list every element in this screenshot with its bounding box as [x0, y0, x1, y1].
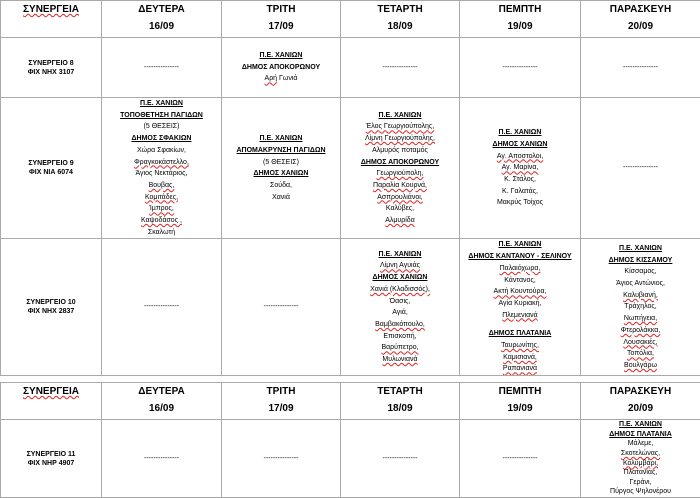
- header-day-thu: ΠΕΜΠΤΗ 19/09: [460, 1, 581, 38]
- team-8-thu: ---------------: [460, 38, 581, 98]
- header-day-fri-bottom: ΠΑΡΑΣΚΕΥΗ 20/09: [581, 383, 700, 420]
- team-10-cell: ΣΥΝΕΡΓΕΙΟ 10 ΦΙΧ ΝΗΧ 2837: [1, 239, 102, 376]
- header-day-mon: ΔΕΥΤΕΡΑ 16/09: [102, 1, 222, 38]
- team-9-cell: ΣΥΝΕΡΓΕΙΟ 9 ΦΙΧ ΝΙΑ 6074: [1, 98, 102, 239]
- team-9-fri: ---------------: [581, 98, 700, 239]
- team-10-mon: ---------------: [102, 239, 222, 376]
- team-11-mon: ---------------: [102, 420, 222, 498]
- team-9-thu: Π.Ε. ΧΑΝΙΩΝ ΔΗΜΟΣ ΧΑΝΙΩΝ Αγ. Αποστολοι, Αγ. Μαρίνα, Κ. Στάλος, Κ. Γαλατάς, Μακρύς Τοίχος: [460, 98, 581, 239]
- team-11-tue: ---------------: [222, 420, 341, 498]
- header-row-top: [1, 1, 700, 38]
- header-team-col-bottom: ΣΥΝΕΡΓΕΙΑ: [1, 383, 102, 420]
- team-9-row: [1, 98, 700, 239]
- team-8-mon: ---------------: [102, 38, 222, 98]
- section-separator: [1, 376, 700, 383]
- header-day-tue: ΤΡΙΤΗ 17/09: [222, 1, 341, 38]
- team-8-wed: ---------------: [341, 38, 460, 98]
- team-11-thu: ---------------: [460, 420, 581, 498]
- header-day-tue-bottom: ΤΡΙΤΗ 17/09: [222, 383, 341, 420]
- team-10-thu: Π.Ε. ΧΑΝΙΩΝ ΔΗΜΟΣ ΚΑΝΤΑΝΟΥ - ΣΕΛΙΝΟΥ Παλαιόχωρα, Κάντανος, Ακτή Κουντούρα, Αγία Κυριακή, Πλεμενιανά ΔΗΜΟΣ ΠΛΑΤΑΝΙΑ Ταυρωνίτης, Καμισιανά, Ραπανιανά: [460, 239, 581, 376]
- team-9-mon: Π.Ε. ΧΑΝΙΩΝ ΤΟΠΟΘΕΤΗΣΗ ΠΑΓΙΔΩΝ (5 ΘΕΣΕΙΣ) ΔΗΜΟΣ ΣΦΑΚΙΩΝ Χώρα Σφακίων, Φραγκοκάστελλο, Άγιος Νεκτάριος, Βουβας, Κομιτάδες, Ίμπρος, Καψοδάσος , Σκαλωτή: [102, 98, 222, 239]
- header-day-mon-bottom: ΔΕΥΤΕΡΑ 16/09: [102, 383, 222, 420]
- team-10-tue: ---------------: [222, 239, 341, 376]
- team-8-cell: ΣΥΝΕΡΓΕΙΟ 8 ΦΙΧ ΝΗΧ 3107: [1, 38, 102, 98]
- header-team-col: ΣΥΝΕΡΓΕΙΑ: [1, 1, 102, 38]
- team-9-wed: Π.Ε. ΧΑΝΙΩΝ Έλος Γεωργιούπολης, Λίμνη Γεωργιούπολης, Αλμυρός ποταμός ΔΗΜΟΣ ΑΠΟΚΟΡΩΝΟΥ Γεωργιούπολη, Παραλία Κουρνά, Ασπρουλιάνοι, Καλύβες, Αλμυρίδα: [341, 98, 460, 239]
- team-8-row: [1, 38, 700, 98]
- header-day-fri: ΠΑΡΑΣΚΕΥΗ 20/09: [581, 1, 700, 38]
- team-10-row: [1, 239, 700, 376]
- team-11-cell: ΣΥΝΕΡΓΕΙΟ 11 ΦΙΧ ΝΗΡ 4907: [1, 420, 102, 498]
- team-10-fri: Π.Ε. ΧΑΝΙΩΝ ΔΗΜΟΣ ΚΙΣΣΑΜΟΥ Κίσσαμος, Άγιος Αντώνιος, Καλυβιανή, Τράχηλος, Νωπήγεια, Φτερολάκκα, Λουσακιές, Τοπόλια, Βουλγάρω: [581, 239, 700, 376]
- team-11-fri: Π.Ε. ΧΑΝΙΩΝ ΔΗΜΟΣ ΠΛΑΤΑΝΙΑ Μάλεμε, Σκοτελώνας, Κολυμβάρι, Πλατανιάς, Γεράνι, Πύργος Ψηλονέρου: [581, 420, 700, 498]
- team-10-wed: Π.Ε. ΧΑΝΙΩΝ Λίμνη Αγυιάς ΔΗΜΟΣ ΧΑΝΙΩΝ Χανιά (Κλαδισσός), Όασις, Αγιά, Βαμβακόπουλο, Επισκοπή, Βαρύπετρο, Μυλωνιανά: [341, 239, 460, 376]
- header-day-thu-bottom: ΠΕΜΠΤΗ 19/09: [460, 383, 581, 420]
- team-11-row: [1, 420, 700, 498]
- team-8-tue: Π.Ε. ΧΑΝΙΩΝ ΔΗΜΟΣ ΑΠΟΚΟΡΩΝΟΥ Αρή Γωνιά: [222, 38, 341, 98]
- team-11-wed: ---------------: [341, 420, 460, 498]
- team-9-tue: Π.Ε. ΧΑΝΙΩΝ ΑΠΟΜΑΚΡΥΝΣΗ ΠΑΓΙΔΩΝ (5 ΘΕΣΕΙΣ) ΔΗΜΟΣ ΧΑΝΙΩΝ Σούδα, Χανιά: [222, 98, 341, 239]
- header-day-wed-bottom: ΤΕΤΑΡΤΗ 18/09: [341, 383, 460, 420]
- team-8-fri: ---------------: [581, 38, 700, 98]
- header-day-wed: ΤΕΤΑΡΤΗ 18/09: [341, 1, 460, 38]
- header-row-bottom: [1, 383, 700, 420]
